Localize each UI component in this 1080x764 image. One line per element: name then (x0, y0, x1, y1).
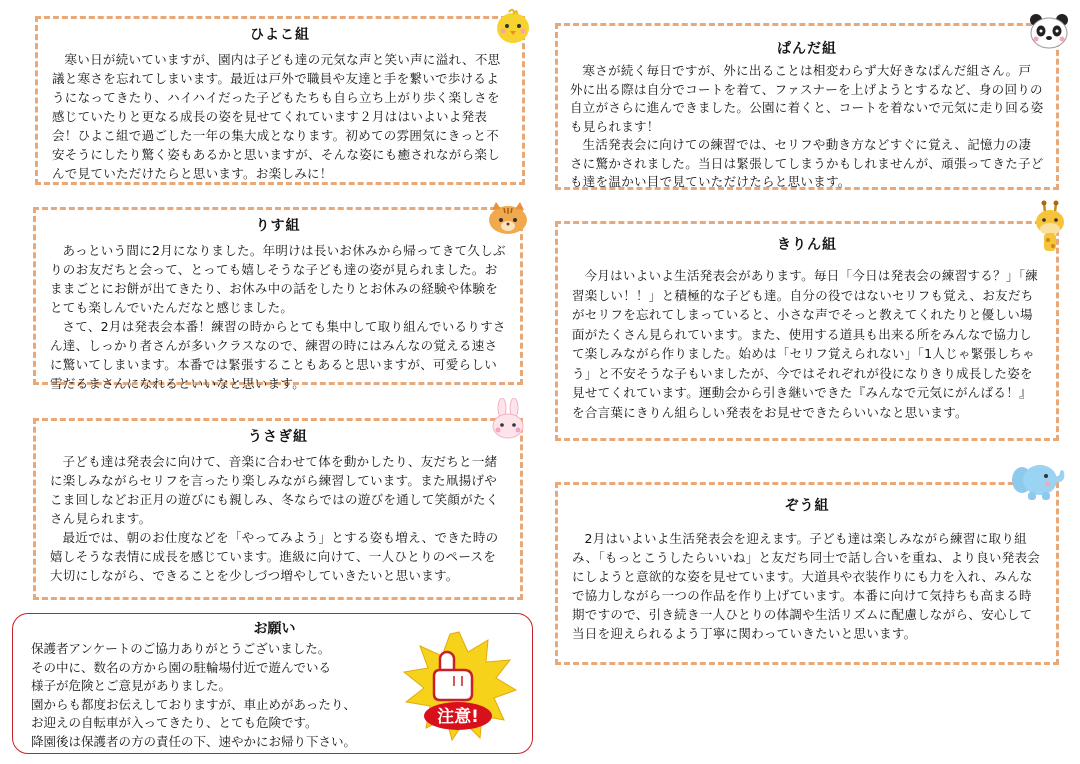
giraffe-icon (1030, 200, 1070, 252)
elephant-icon (1010, 460, 1068, 502)
class-title: ぞう組 (784, 498, 830, 514)
class-text: あっという間に2月になりました。年明けは長いお休みから帰ってきて久しぶりのお友だちと会って、とっても嬉しそうな子ども達の姿が見られました。おままごとにお餅が出てきたり、お休み中の話をしたりとお休みの経験や体験をとても楽しんでいたんだなと感じました。 さて、2月は発表会本番！練習の時からとても集中して取り組んでいるりすさん達、しっかり者さんが多いクラスなので、練習の時にはみんなの覚える速さに驚いてしまいます。本番では緊張することもあると思いますが、可愛らしい雪だるまさんになれるといいなと思います。 (50, 243, 506, 391)
class-text: 2月はいよいよ生活発表会を迎えます。子ども達は楽しみながら練習に取り組み、「もっとこうしたらいいね」と友だち同士で話し合いを重ね、より良い発表会にしようと意欲的な姿を見せています。大道具や衣装作りにも力を入れ、みんなで協力しながら一つの作品を作り上げています。本番に向けて気持ちも高まる時期ですので、引き続き一人ひとりの体調や生活リズムに配慮しながら、安心して当日を迎えられるよう丁寧に関わっていきたいと思います。 (572, 531, 1041, 641)
class-title: ひよこ組 (250, 27, 310, 43)
class-box-zou (555, 482, 1059, 665)
class-title: うさぎ組 (248, 429, 308, 445)
notice-title: お願い (253, 621, 296, 637)
class-text: 子ども達は発表会に向けて、音楽に合わせて体を動かしたり、友だちと一緒に楽しみながらセリフを言ったり楽しみながら練習しています。また凧揚げやこま回しなどお正月の遊びにも親しみ、冬ならではの遊びを通して笑顔がたくさん見られます。 最近では、朝のお仕度などを「やってみよう」とする姿も増え、できた時の嬉しそうな表情に成長を感じています。進級に向けて、一人ひとりのペースを大切にしながら、できることを少しづつ増やしていきたいと思います。 (50, 454, 499, 583)
class-text: 今月はいよいよ生活発表会があります。毎日「今日は発表会の練習する？」「練習楽しい！！」と積極的な子ども達。自分の役ではないセリフも覚え、お友だちがセリフを忘れてしまっていると、小さな声でそっと教えてくれたりと優しい場面がたくさん見られています。また、使用する道具も出来る所をみんなで協力して楽しみながら作りました。始めは「セリフ覚えられない」「1人じゃ緊張しちゃう」と不安そうな子もいましたが、今ではそれぞれが役になりきり成長した姿を見せてくれています。運動会から引き継いできた『みんなで元気にがんばる！』を合言葉にきりん組らしい発表をお見せできたらいいなと思います。 (572, 268, 1039, 420)
squirrel-icon (486, 200, 530, 236)
class-box-usagi (33, 418, 523, 600)
class-text: 寒さが続く毎日ですが、外に出ることは相変わらず大好きなぱんだ組さん。戸外に出る際は自分でコートを着て、ファスナーを上げようとするなど、身の回りの自立がさらに進んできました。公園に着くと、コートを着ないで元気に走り回る姿も見られます！ 生活発表会に向けての練習では、セリフや動き方などすぐに覚え、記憶力の凄さに驚かされました。当日は緊張してしまうかもしれませんが、頑張ってきた子ども達を温かい目で見ていただけたらと思います。 (570, 63, 1044, 189)
class-text: 寒い日が続いていますが、園内は子ども達の元気な声と笑い声に溢れ、不思議と寒さを忘れてしまいます。最近は戸外で職員や友達と手を繋いで歩けるようになってきたり、ハイハイだった子どもたちも自ら立ち上がり歩く楽しさを感じていたりと更なる成長の姿を見せてくれています２月ははいよいよ発表会！ひよこ組で過ごした一年の集大成となります。初めての雰囲気にきっと不安そうにしたり驚く姿もあるかと思いますが、そんな姿にも癒されながら楽しんで見ていただけたらと思います。お楽しみに！ (52, 52, 501, 181)
panda-icon (1028, 12, 1070, 50)
class-box-hiyoko (35, 16, 525, 185)
notice-text: 保護者アンケートのご協力ありがとうございました。 その中に、数名の方から園の駐輪場付近で遊んでいる 様子が危険とご意見がありました。 園からも都度お伝えしておりますが、車止めがあったり、 お迎えの自転車が入ってきたり、とても危険です。 降園後は保護者の方の責任の下、速やかにお帰り下さい。 (31, 641, 357, 749)
notice-badge-text: 注意! (437, 707, 479, 727)
chick-icon (493, 6, 533, 46)
class-title: ぱんだ組 (777, 41, 837, 57)
class-box-risu (33, 207, 523, 391)
class-box-panda (555, 23, 1059, 190)
class-title: りす組 (255, 218, 301, 234)
class-box-kirin (555, 221, 1059, 441)
class-title: きりん組 (777, 237, 837, 253)
rabbit-icon (490, 398, 526, 440)
caution-hand-icon (400, 630, 518, 742)
